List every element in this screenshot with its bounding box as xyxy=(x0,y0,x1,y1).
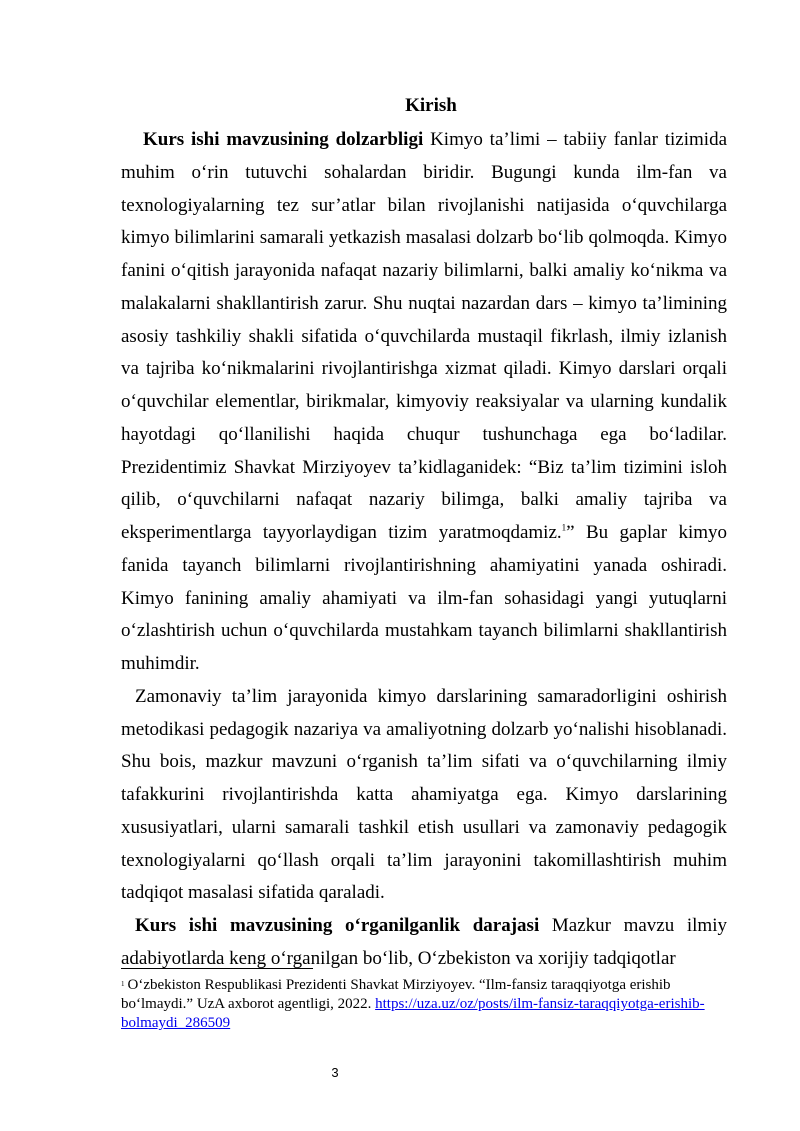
paragraph-text: ” Bu gaplar kimyo fanida tayanch bilimlarni rivojlantirishning ahamiyatini yanada oshiradi. Kimyo fanining amaliy ahamiyati va ilm-fan sohasidagi yangi yutuqlarni o‘zlashtirish uchun o‘quvchilarda mustahkam tayanch bilimlarni shakllantirish muhimdir. xyxy=(121,522,727,674)
paragraph-text: Kimyo ta’limi – tabiiy fanlar tizimida muhim o‘rin tutuvchi sohalardan biridir. Bugungi kunda ilm-fan va texnologiyalarning tez sur’atlar bilan rivojlanishi natijasida o‘quvchilarga kimyo bilimlarini samarali yetkazish masalasi dolzarb bo‘lib qolmoqda. Kimyo fanini o‘qitish jarayonida nafaqat nazariy bilimlarni, balki amaliy ko‘nikma va malakalarni shakllantirish zarur. Shu nuqtai nazardan dars – kimyo ta’limining asosiy tashkiliy shakli sifatida o‘quvchilarda mustaqil fikrlash, ilmiy izlanish va tajriba ko‘nikmalarini rivojlantirishga xizmat qiladi. Kimyo darslari orqali o‘quvchilar elementlar, birikmalar, kimyoviy reaksiyalar va ularning kundalik hayotdagi qo‘llanilishi haqida chuqur tushunchaga ega bo‘ladilar. Prezidentimiz Shavkat Mirziyoyev ta’kidlaganidek: “Biz ta’lim tizimini isloh qilib, o‘quvchilarni nafaqat nazariy bilimga, balki amaliy tajriba va eksperimentlarga tayyorlaydigan tizim yaratmoqdamiz. xyxy=(121,129,727,543)
page-number: 3 xyxy=(331,1065,339,1080)
footnote-reference[interactable]: 1 xyxy=(561,522,567,533)
footnote-separator xyxy=(121,968,313,969)
footnote-link[interactable]: https://uza.uz/oz/posts/ilm-fansiz-taraqqiyotga-erishib-bolmaydi_286509 xyxy=(121,996,705,1031)
paragraph-methodology: Zamonaviy ta’lim jarayonida kimyo darslarining samaradorligini oshirish metodikasi pedagogik nazariya va amaliyotning dolzarb yo‘nalishi hisoblanadi. Shu bois, mazkur mavzuni o‘rganish ta’lim sifati va o‘quvchilarning ilmiy tafakkurini rivojlantirishda katta ahamiyatga ega. Kimyo darslarining xususiyatlari, ularni samarali tashkil etish usullari va zamonaviy pedagogik texnologiyalarni qo‘llash orqali ta’lim jarayonini takomillashtirish muhim tadqiqot masalasi sifatida qaraladi. xyxy=(121,685,727,904)
paragraph-lead: Kurs ishi mavzusining dolzarbligi xyxy=(143,129,424,150)
paragraph-lead: Kurs ishi mavzusining o‘rganilganlik darajasi xyxy=(135,915,540,936)
body-text xyxy=(121,124,727,976)
paragraph-text: Mazkur mavzu ilmiy adabiyotlarda keng o‘rganilgan bo‘lib, O‘zbekiston va xorijiy tadqiqotlar xyxy=(121,915,727,969)
footnote-text: O‘zbekiston Respublikasi Prezidenti Shavkat Mirziyoyev. “Ilm-fansiz taraqqiyotga erishib bo‘lmaydi.” UzA axborot agentligi, 2022. xyxy=(121,977,671,1012)
footnote-marker: 1 xyxy=(121,980,125,988)
paragraph-study-level xyxy=(121,910,727,976)
footnote xyxy=(121,975,731,1033)
page-title: Kirish xyxy=(405,95,457,116)
paragraph-relevance xyxy=(121,124,727,681)
